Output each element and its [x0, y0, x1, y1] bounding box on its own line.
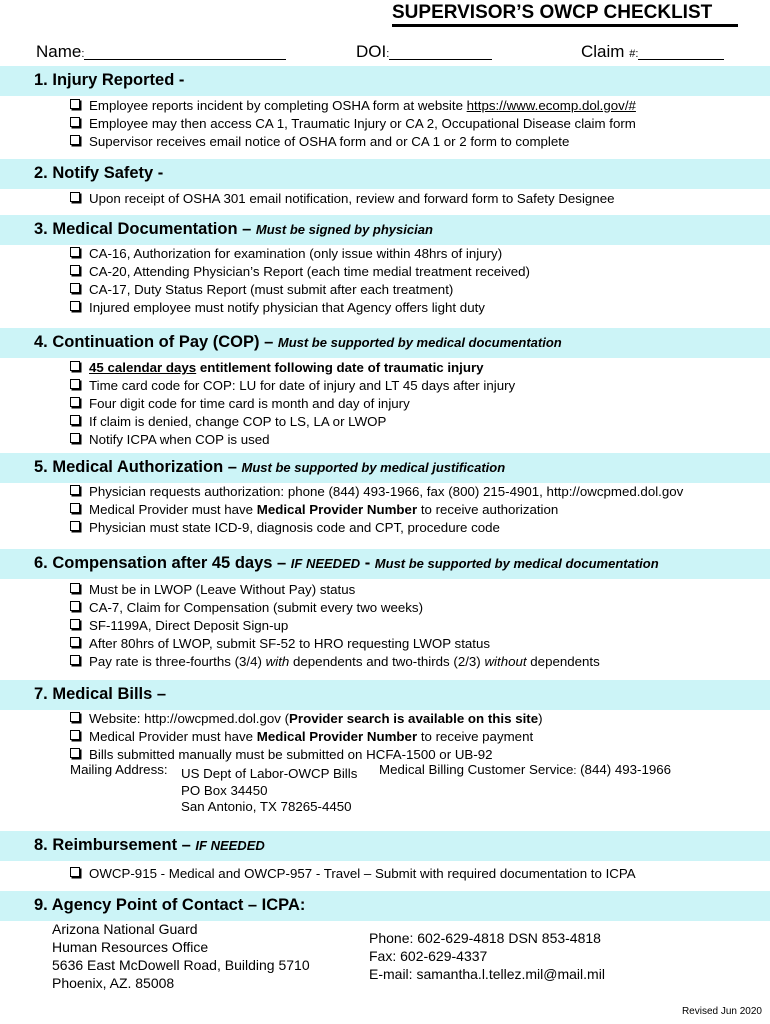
section-title: Agency Point of Contact – ICPA:: [51, 896, 306, 914]
header-fields: [36, 42, 730, 64]
checkbox-icon[interactable]: [70, 192, 80, 202]
section-9-header: 9. Agency Point of Contact – ICPA:: [0, 891, 770, 921]
checkbox-icon[interactable]: [70, 247, 80, 257]
checkbox-icon[interactable]: [70, 867, 80, 877]
contact-address: Phoenix, AZ. 85008: [52, 975, 175, 991]
checkbox-icon[interactable]: [70, 712, 80, 722]
section-title: Compensation after 45 days –: [52, 554, 291, 572]
checkbox-icon[interactable]: [70, 135, 80, 145]
checkbox-icon[interactable]: [70, 583, 80, 593]
revision-note: Revised Jun 2020: [681, 1006, 762, 1017]
checkbox-icon[interactable]: [70, 379, 80, 389]
checkbox-icon[interactable]: [70, 730, 80, 740]
ecomp-link[interactable]: https://www.ecomp.dol.gov/#: [466, 98, 636, 113]
section-title: Reimbursement –: [52, 836, 196, 854]
checkbox-icon[interactable]: [70, 433, 80, 443]
checkbox-icon[interactable]: [70, 485, 80, 495]
checkbox-icon[interactable]: [70, 637, 80, 647]
contact-email[interactable]: E-mail: samantha.l.tellez.mil@mail.mil: [369, 966, 605, 982]
checklist-item[interactable]: Medical Provider must have Medical Provider Number to receive payment: [70, 729, 533, 745]
section-8-header: 8. Reimbursement – IF NEEDED: [0, 831, 770, 861]
mailing-address-line: US Dept of Labor-OWCP Bills: [181, 766, 358, 781]
claim-field[interactable]: Claim #:: [581, 42, 724, 62]
checkbox-icon[interactable]: [70, 117, 80, 127]
checklist-item[interactable]: Employee reports incident by completing OSHA form at website https://www.ecomp.dol.gov/#: [70, 98, 636, 114]
section-4-header: 4. Continuation of Pay (COP) – Must be supported by medical documentation: [0, 328, 770, 358]
mailing-address-label: Mailing Address:: [70, 762, 168, 777]
section-title: Injury Reported -: [52, 71, 185, 89]
checklist-item[interactable]: 45 calendar days entitlement following date of traumatic injury: [70, 360, 484, 376]
page-title: SUPERVISOR’S OWCP CHECKLIST: [392, 2, 738, 27]
mailing-address-line: PO Box 34450: [181, 783, 268, 798]
checklist-item[interactable]: Upon receipt of OSHA 301 email notification, review and forward form to Safety Designee: [70, 191, 615, 207]
checklist-item[interactable]: Pay rate is three-fourths (3/4) with dependents and two-thirds (2/3) without dependents: [70, 654, 600, 670]
checkbox-icon[interactable]: [70, 748, 80, 758]
checkbox-icon[interactable]: [70, 521, 80, 531]
checklist-item[interactable]: Bills submitted manually must be submitted on HCFA-1500 or UB-92: [70, 747, 493, 763]
section-title: Continuation of Pay (COP) –: [52, 333, 278, 351]
section-6-header: 6. Compensation after 45 days – IF NEEDED - Must be supported by medical documentation: [0, 549, 770, 579]
checklist-item[interactable]: Injured employee must notify physician that Agency offers light duty: [70, 300, 485, 316]
checklist-item[interactable]: Notify ICPA when COP is used: [70, 432, 270, 448]
section-number: 1.: [34, 71, 48, 89]
contact-org: Arizona National Guard: [52, 921, 198, 937]
checkbox-icon[interactable]: [70, 283, 80, 293]
name-label: Name: [36, 42, 82, 61]
checklist-item[interactable]: Time card code for COP: LU for date of injury and LT 45 days after injury: [70, 378, 515, 394]
section-title: Medical Authorization –: [52, 458, 242, 476]
checklist-item[interactable]: OWCP-915 - Medical and OWCP-957 - Travel – Submit with required documentation to ICPA: [70, 866, 636, 882]
section-title: Medical Bills –: [52, 685, 167, 703]
checklist-item[interactable]: CA-17, Duty Status Report (must submit after each treatment): [70, 282, 453, 298]
checkbox-icon[interactable]: [70, 265, 80, 275]
doi-label: DOI: [356, 42, 387, 61]
checklist-item[interactable]: Medical Provider must have Medical Provider Number to receive authorization: [70, 502, 558, 518]
section-note: Must be supported by medical documentation: [374, 556, 659, 571]
doi-field[interactable]: DOI:: [356, 42, 492, 62]
contact-phone: Phone: 602-629-4818 DSN 853-4818: [369, 930, 601, 946]
contact-address: 5636 East McDowell Road, Building 5710: [52, 957, 310, 973]
section-note: Must be supported by medical documentation: [277, 335, 562, 350]
checklist-item[interactable]: Physician requests authorization: phone (844) 493-1966, fax (800) 215-4901, http://owcpmed.dol.gov: [70, 484, 683, 500]
checklist-item[interactable]: Physician must state ICD-9, diagnosis code and CPT, procedure code: [70, 520, 500, 536]
checklist-item[interactable]: CA-16, Authorization for examination (only issue within 48hrs of injury): [70, 246, 502, 262]
section-5-header: 5. Medical Authorization – Must be supported by medical justification: [0, 453, 770, 483]
contact-fax: Fax: 602-629-4337: [369, 948, 488, 964]
checkbox-icon[interactable]: [70, 601, 80, 611]
checklist-item[interactable]: Supervisor receives email notice of OSHA form and or CA 1 or 2 form to complete: [70, 134, 569, 150]
name-input-line[interactable]: [84, 42, 286, 60]
checkbox-icon[interactable]: [70, 503, 80, 513]
doi-input-line[interactable]: [389, 42, 492, 60]
name-field[interactable]: Name:: [36, 42, 286, 62]
claim-input-line[interactable]: [638, 42, 724, 60]
section-7-header: 7. Medical Bills –: [0, 680, 770, 710]
section-note: IF NEEDED: [195, 838, 265, 853]
section-1-header: [0, 66, 770, 96]
checkbox-icon[interactable]: [70, 361, 80, 371]
checklist-item[interactable]: Four digit code for time card is month and day of injury: [70, 396, 410, 412]
checklist-item[interactable]: Employee may then access CA 1, Traumatic Injury or CA 2, Occupational Disease claim form: [70, 116, 636, 132]
checklist-item[interactable]: SF-1199A, Direct Deposit Sign-up: [70, 618, 288, 634]
section-3-header: 3. Medical Documentation – Must be signed by physician: [0, 215, 770, 245]
checklist-item[interactable]: CA-20, Attending Physician’s Report (each time medial treatment received): [70, 264, 530, 280]
claim-label: Claim: [581, 42, 625, 61]
billing-service: Medical Billing Customer Service: (844) 493-1966: [379, 762, 672, 777]
section-note: Must be supported by medical justification: [241, 460, 506, 475]
mailing-address-line: San Antonio, TX 78265-4450: [181, 799, 352, 814]
checklist-item[interactable]: Website: http://owcpmed.dol.gov (Provider search is available on this site): [70, 711, 543, 727]
section-note: Must be signed by physician: [255, 222, 433, 237]
checkbox-icon[interactable]: [70, 99, 80, 109]
checklist-item[interactable]: CA-7, Claim for Compensation (submit every two weeks): [70, 600, 423, 616]
section-2-header: 2. Notify Safety -: [0, 159, 770, 189]
section-title: Notify Safety -: [52, 164, 164, 182]
checkbox-icon[interactable]: [70, 397, 80, 407]
contact-org: Human Resources Office: [52, 939, 209, 955]
checkbox-icon[interactable]: [70, 415, 80, 425]
section-title: Medical Documentation –: [52, 220, 256, 238]
checklist-item[interactable]: After 80hrs of LWOP, submit SF-52 to HRO requesting LWOP status: [70, 636, 490, 652]
checklist-item[interactable]: Must be in LWOP (Leave Without Pay) status: [70, 582, 355, 598]
checkbox-icon[interactable]: [70, 655, 80, 665]
checklist-item[interactable]: If claim is denied, change COP to LS, LA or LWOP: [70, 414, 386, 430]
checkbox-icon[interactable]: [70, 619, 80, 629]
checkbox-icon[interactable]: [70, 301, 80, 311]
